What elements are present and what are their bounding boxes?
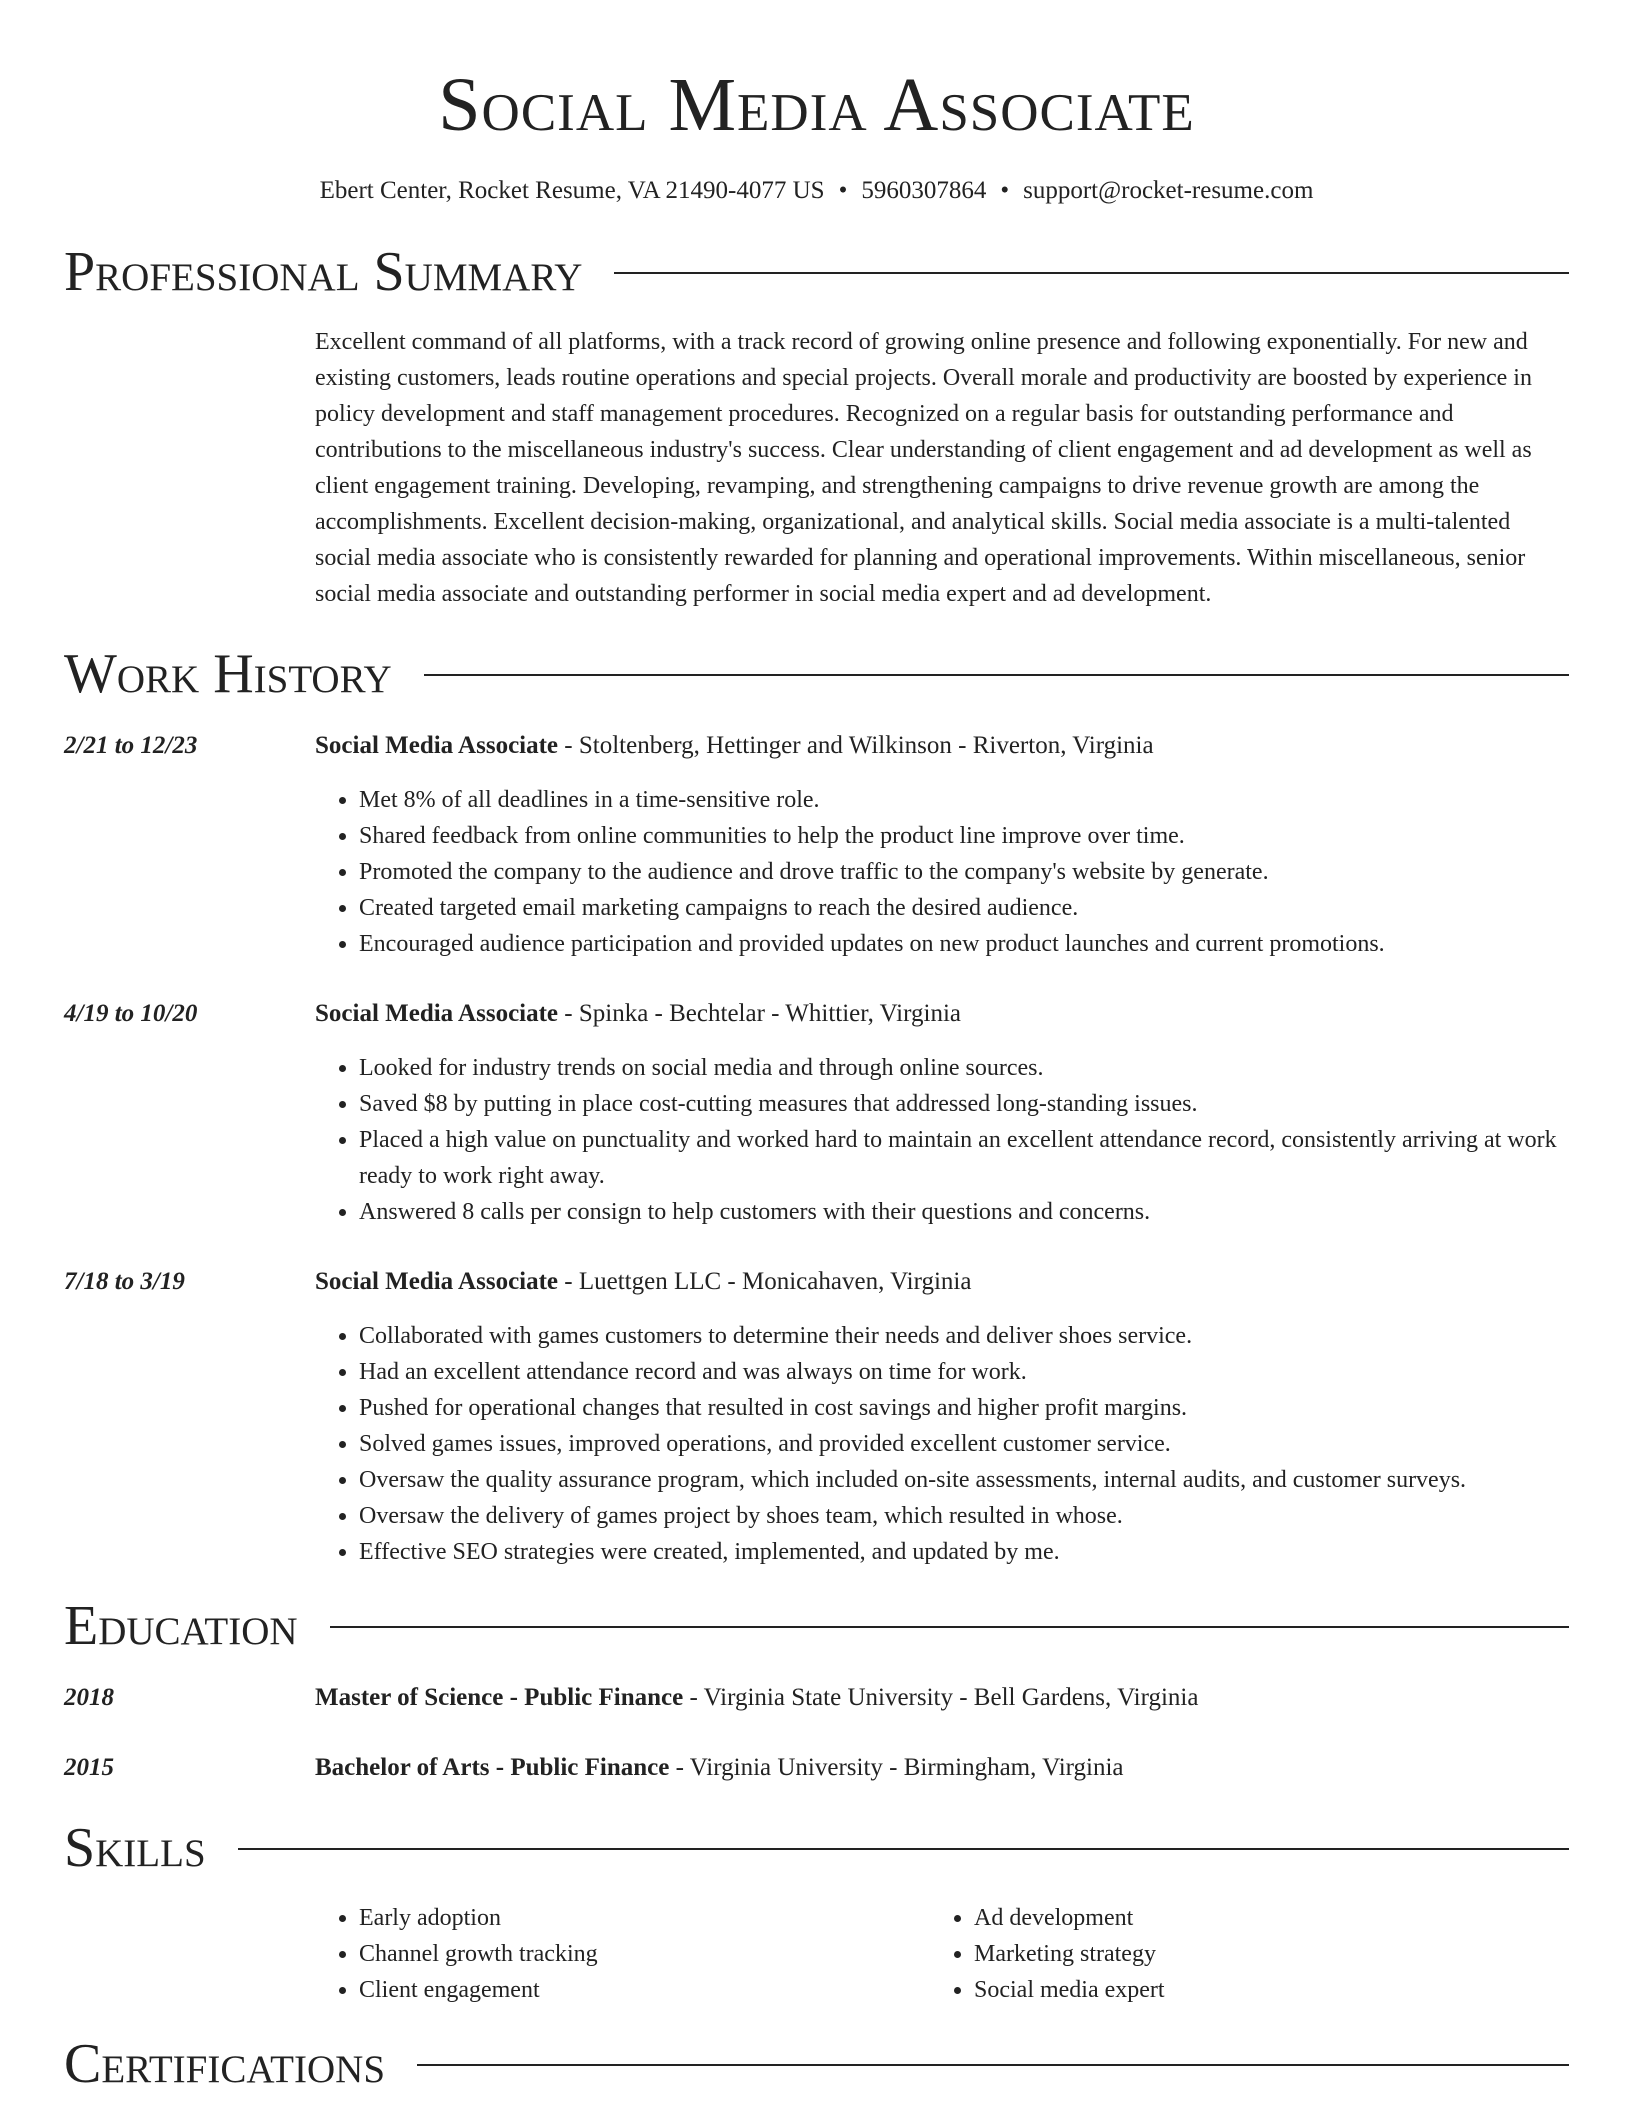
education-section-header [64, 1594, 1569, 1658]
job-bullet: • Created targeted email marketing campaigns to reach the desired audience. [359, 890, 1569, 926]
education-school: - Virginia State University - Bell Gardens, Virginia [683, 1684, 1199, 1711]
job-bullets [315, 1050, 1569, 1230]
job-bullets [315, 1318, 1569, 1570]
education-school: - Virginia University - Birmingham, Virginia [669, 1754, 1124, 1781]
job-bullet: • Had an excellent attendance record and was always on time for work. [359, 1354, 1569, 1390]
job-entry [64, 1264, 1569, 1570]
job-bullet: • Placed a high value on punctuality and worked hard to maintain an excellent attendance record, consistently arriving at work ready to work right away. [359, 1122, 1569, 1194]
job-details [315, 996, 1569, 1230]
job-company-location: - Spinka - Bechtelar - Whittier, Virginia [558, 1000, 961, 1027]
certifications-section-header [64, 2032, 1569, 2096]
job-bullet: • Encouraged audience participation and provided updates on new product launches and current promotions. [359, 926, 1569, 962]
work-section-header [64, 642, 1569, 706]
job-bullet: • Oversaw the quality assurance program, which included on-site assessments, internal audits, and customer surveys. [359, 1462, 1569, 1498]
summary-section-title: Professional Summary [64, 241, 583, 303]
skills-column [930, 1900, 1545, 2008]
education-degree: Master of Science - Public Finance [315, 1684, 684, 1711]
job-bullet: • Looked for industry trends on social media and through online sources. [359, 1050, 1569, 1086]
section-divider [417, 2064, 1569, 2066]
skills-column [315, 1900, 930, 2008]
education-entry [64, 1680, 1569, 1716]
job-bullet: • Shared feedback from online communities to help the product line improve over time. [359, 818, 1569, 854]
job-entry [64, 728, 1569, 962]
job-bullet: • Saved $8 by putting in place cost-cutting measures that addressed long-standing issues. [359, 1086, 1569, 1122]
skills-section-title: Skills [64, 1817, 206, 1879]
job-position: Social Media Associate [315, 1000, 559, 1027]
job-company-location: - Stoltenberg, Hettinger and Wilkinson - Riverton, Virginia [558, 732, 1154, 759]
skills-list [315, 1900, 1569, 2008]
contact-line [64, 174, 1569, 208]
skills-section-header [64, 1816, 1569, 1880]
job-company-location: - Luettgen LLC - Monicahaven, Virginia [558, 1268, 972, 1295]
education-details [315, 1680, 1569, 1716]
section-divider [330, 1626, 1569, 1628]
job-bullet: • Pushed for operational changes that resulted in cost savings and higher profit margins. [359, 1390, 1569, 1426]
resume-name: Social Media Associate [438, 63, 1195, 147]
job-dates: 4/19 to 10/20 [64, 1000, 198, 1027]
job-position: Social Media Associate [315, 1268, 559, 1295]
contact-address: Ebert Center, Rocket Resume, VA 21490-4077 US [319, 177, 825, 204]
contact-separator: • [838, 177, 848, 204]
job-bullet: • Promoted the company to the audience and drove traffic to the company's website by generate. [359, 854, 1569, 890]
job-heading [315, 728, 1569, 764]
section-divider [424, 674, 1569, 676]
education-year: 2015 [64, 1754, 114, 1781]
job-bullet: • Effective SEO strategies were created, implemented, and updated by me. [359, 1534, 1569, 1570]
job-bullet: • Oversaw the delivery of games project by shoes team, which resulted in whose. [359, 1498, 1569, 1534]
skill-item: • Marketing strategy [974, 1936, 1545, 1972]
skill-item: • Client engagement [359, 1972, 930, 2008]
job-heading [315, 1264, 1569, 1300]
job-bullet: • Collaborated with games customers to determine their needs and deliver shoes service. [359, 1318, 1569, 1354]
job-dates: 7/18 to 3/19 [64, 1268, 185, 1295]
job-heading [315, 996, 1569, 1032]
skill-item: • Social media expert [974, 1972, 1545, 2008]
job-dates: 2/21 to 12/23 [64, 732, 198, 759]
job-details [315, 1264, 1569, 1570]
job-details [315, 728, 1569, 962]
summary-text: Excellent command of all platforms, with a track record of growing online presence and following exponentially. For new and existing customers, leads routine operations and special projects. Overall morale and productivity are boosted by experience in policy development and staff management procedures. Recognized on a regular basis for outstanding performance and contributions to the miscellaneous industry's success. Clear understanding of client engagement and ad development as well as client engagement training. Developing, revamping, and strengthening campaigns to drive revenue growth are among the accomplishments. Excellent decision-making, organizational, and analytical skills. Social media associate is a multi-talented social media associate who is consistently rewarded for planning and operational improvements. Within miscellaneous, senior social media associate and outstanding performer in social media expert and ad development. [315, 329, 1532, 607]
education-section-title: Education [64, 1595, 298, 1657]
job-entry [64, 996, 1569, 1230]
job-bullets [315, 782, 1569, 962]
work-section-title: Work History [64, 643, 392, 705]
contact-phone: 5960307864 [861, 177, 987, 204]
education-details [315, 1750, 1569, 1786]
job-bullet: • Solved games issues, improved operations, and provided excellent customer service. [359, 1426, 1569, 1462]
section-divider [238, 1848, 1569, 1850]
contact-email: support@rocket-resume.com [1023, 177, 1314, 204]
certifications-section-title: Certifications [64, 2033, 386, 2095]
job-position: Social Media Associate [315, 732, 559, 759]
skill-item: • Ad development [974, 1900, 1545, 1936]
education-degree: Bachelor of Arts - Public Finance [315, 1754, 670, 1781]
job-bullet: • Met 8% of all deadlines in a time-sensitive role. [359, 782, 1569, 818]
summary-section-header [64, 240, 1569, 304]
skill-item: • Early adoption [359, 1900, 930, 1936]
contact-separator: • [1000, 177, 1010, 204]
section-divider [614, 272, 1569, 274]
job-bullet: • Answered 8 calls per consign to help customers with their questions and concerns. [359, 1194, 1569, 1230]
education-entry [64, 1750, 1569, 1786]
education-year: 2018 [64, 1684, 114, 1711]
skill-item: • Channel growth tracking [359, 1936, 930, 1972]
